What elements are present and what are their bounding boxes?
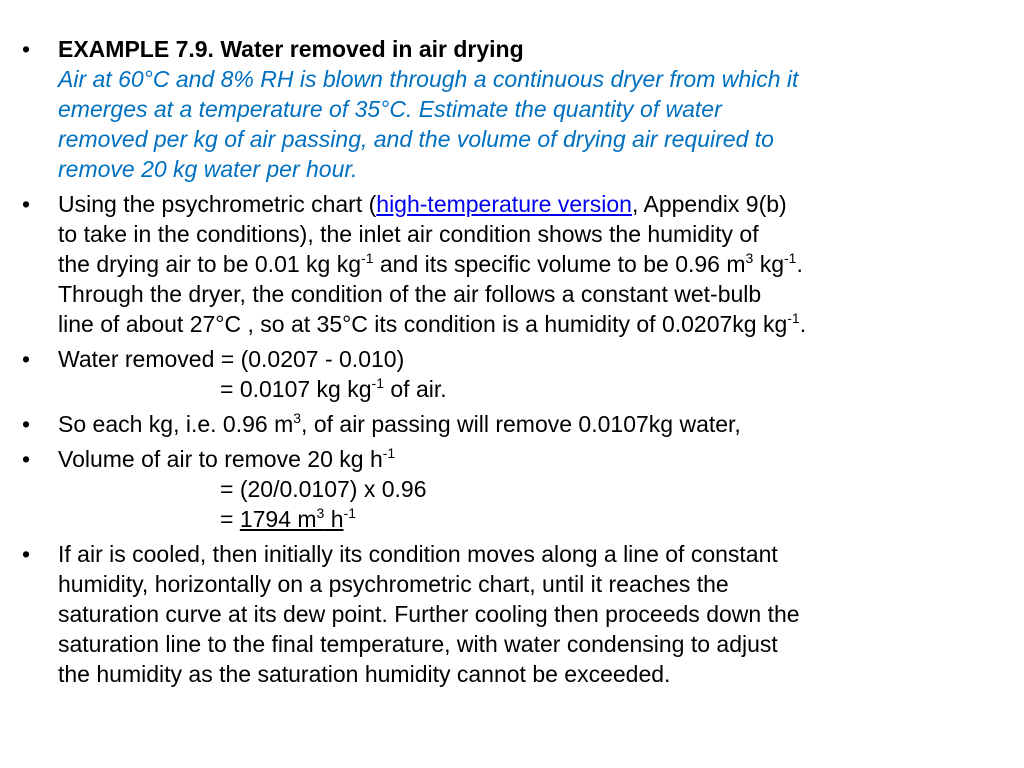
text: . xyxy=(799,311,807,337)
water-removed-bullet xyxy=(20,344,1010,404)
text: Volume of air to remove 20 kg h xyxy=(58,446,383,472)
chart-line-5 xyxy=(58,309,1010,339)
bullet-marker: • xyxy=(22,191,31,217)
volume-bullet xyxy=(20,444,1010,534)
superscript: -1 xyxy=(361,250,374,266)
bullet-marker: • xyxy=(22,446,31,472)
chart-line-3 xyxy=(58,249,1010,279)
bullet-marker: • xyxy=(22,36,31,62)
cooling-bullet xyxy=(20,539,1010,689)
bullet-marker: • xyxy=(22,411,31,437)
each-kg-line xyxy=(58,409,1010,439)
high-temperature-version-link[interactable]: high-temperature version xyxy=(376,191,632,217)
cooling-line: saturation line to the final temperature, with water condensing to adjust xyxy=(58,631,778,657)
example-bullet xyxy=(20,34,1010,184)
superscript: -1 xyxy=(784,250,797,266)
cooling-line: the humidity as the saturation humidity cannot be exceeded. xyxy=(58,661,671,687)
text: h xyxy=(324,506,344,532)
text: the drying air to be 0.01 kg kg xyxy=(58,251,362,277)
text: and its specific volume to be 0.96 m xyxy=(373,251,746,277)
text: line of about 27°C , so at 35°C its condition is a humidity of 0.0207kg kg xyxy=(58,311,788,337)
superscript: -1 xyxy=(343,505,356,521)
water-removed-line-2 xyxy=(58,374,1010,404)
each-kg-bullet xyxy=(20,409,1010,439)
problem-line: removed per kg of air passing, and the volume of drying air required to xyxy=(58,126,774,152)
water-removed-line-1: Water removed = (0.0207 - 0.010) xyxy=(58,346,405,372)
bullet-marker: • xyxy=(22,346,31,372)
text: = 0.0107 kg kg xyxy=(220,376,372,402)
text: = xyxy=(220,506,240,532)
problem-line: emerges at a temperature of 35°C. Estimate the quantity of water xyxy=(58,96,722,122)
cooling-line: If air is cooled, then initially its condition moves along a line of constant xyxy=(58,541,778,567)
superscript: 3 xyxy=(293,410,302,426)
text: of air. xyxy=(384,376,447,402)
bullet-marker: • xyxy=(22,541,31,567)
text: 1794 m xyxy=(239,506,317,532)
volume-line-3 xyxy=(58,504,1010,534)
chart-line-2: to take in the conditions), the inlet air condition shows the humidity of xyxy=(58,221,759,247)
chart-bullet xyxy=(20,189,1010,339)
cooling-line: humidity, horizontally on a psychrometric chart, until it reaches the xyxy=(58,571,729,597)
cooling-line: saturation curve at its dew point. Further cooling then proceeds down the xyxy=(58,601,800,627)
chart-line-1 xyxy=(58,189,1010,219)
text: kg xyxy=(753,251,784,277)
problem-line: Air at 60°C and 8% RH is blown through a continuous dryer from which it xyxy=(58,66,799,92)
superscript: 3 xyxy=(745,250,754,266)
text: , Appendix 9(b) xyxy=(631,191,787,217)
superscript: -1 xyxy=(371,375,384,391)
superscript: -1 xyxy=(382,445,396,461)
chart-line-4: Through the dryer, the condition of the air follows a constant wet-bulb xyxy=(58,281,762,307)
volume-line-2: = (20/0.0107) x 0.96 xyxy=(220,476,427,502)
superscript: -1 xyxy=(787,310,800,326)
volume-line-1 xyxy=(58,444,1010,474)
example-title: EXAMPLE 7.9. Water removed in air drying xyxy=(58,36,524,62)
text: Using the psychrometric chart ( xyxy=(58,191,377,217)
text: So each kg, i.e. 0.96 m xyxy=(58,411,294,437)
text: . xyxy=(796,251,803,277)
problem-line: remove 20 kg water per hour. xyxy=(58,156,358,182)
superscript: 3 xyxy=(316,505,325,521)
volume-result xyxy=(240,506,344,532)
text: , of air passing will remove 0.0107kg water, xyxy=(301,411,741,437)
bullet-list xyxy=(20,34,1010,694)
